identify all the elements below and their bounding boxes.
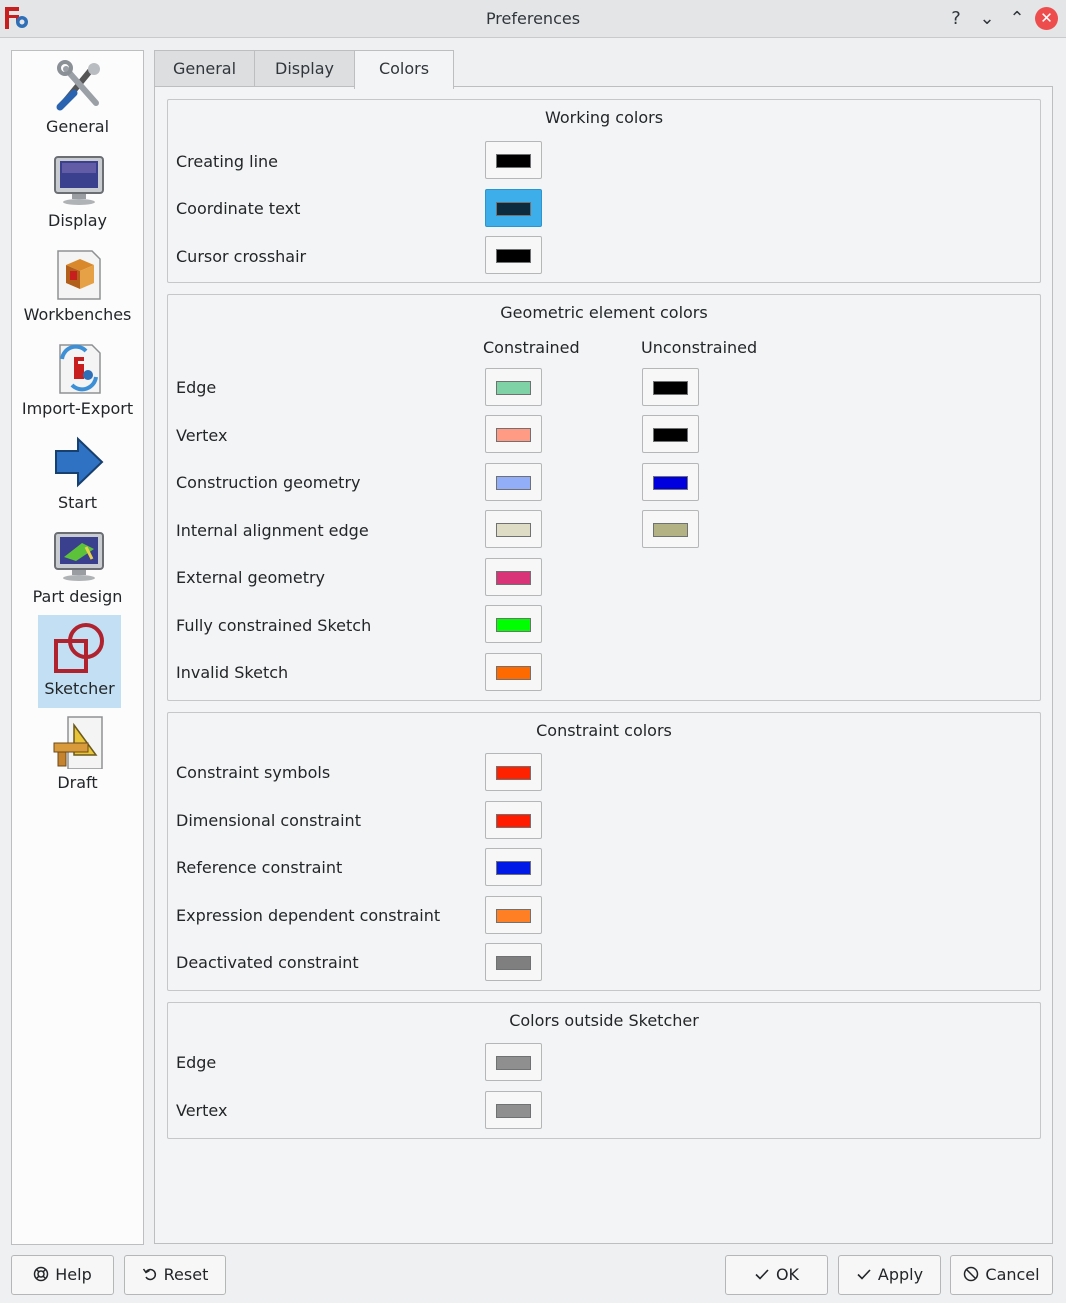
unconstrained-column-header: Unconstrained [641,338,758,357]
sidebar-item-start[interactable] [12,429,143,521]
coordinate-text-color-button[interactable] [485,189,542,227]
sidebar-item-label: Import-Export [21,399,134,418]
outside-vertex-color-button[interactable] [485,1091,542,1129]
outside-vertex-label: Vertex [176,1101,228,1120]
ok-button-label: OK [775,1265,800,1284]
outside-edge-label: Edge [176,1053,217,1072]
color-swatch [496,1056,531,1070]
edge-label: Edge [176,378,217,397]
color-swatch [653,476,688,490]
ok-button[interactable] [725,1255,828,1295]
sidebar-item-sketcher[interactable] [38,615,121,708]
construction-geometry-label: Construction geometry [176,473,361,492]
display-monitor-icon [52,153,106,207]
tab-display[interactable]: Display [254,50,355,88]
dimensional-constraint-color-button[interactable] [485,801,542,839]
internal-alignment-edge-constrained-color-button[interactable] [485,510,542,548]
sidebar-item-label: Start [57,493,98,512]
sidebar-item-display[interactable] [12,147,143,239]
sidebar-item-label: Sketcher [44,679,115,698]
reset-button-label: Reset [163,1265,209,1284]
group-title: Geometric element colors [500,303,708,322]
sidebar-item-label: Part design [32,587,123,606]
construction-geometry-constrained-color-button[interactable] [485,463,542,501]
check-icon [856,1256,872,1294]
color-swatch [496,154,531,168]
maximize-icon[interactable]: ⌃ [1009,8,1025,29]
close-icon[interactable]: ✕ [1035,7,1058,30]
group-title: Working colors [544,108,664,127]
color-swatch [496,861,531,875]
colors-panel [154,86,1053,1244]
dimensional-constraint-label: Dimensional constraint [176,811,361,830]
color-swatch [496,766,531,780]
color-swatch [496,1104,531,1118]
workbenches-box-icon [52,247,106,301]
sidebar-item-label: Draft [57,773,98,792]
color-swatch [496,381,531,395]
color-swatch [496,666,531,680]
general-tools-icon [52,59,106,113]
internal-alignment-edge-label: Internal alignment edge [176,521,369,540]
sidebar-item-label: Display [48,211,107,230]
vertex-constrained-color-button[interactable] [485,415,542,453]
sidebar-item-label: Workbenches [23,305,132,324]
color-swatch [496,428,531,442]
external-geometry-label: External geometry [176,568,326,587]
invalid-sketch-label: Invalid Sketch [176,663,289,682]
fully-constrained-sketch-color-button[interactable] [485,605,542,643]
help-button-label: Help [55,1265,92,1284]
sidebar-item-draft[interactable] [12,709,143,801]
apply-button-label: Apply [877,1265,924,1284]
help-icon[interactable]: ? [951,8,961,29]
sidebar-item-workbenches[interactable] [12,241,143,333]
window-title: Preferences [485,9,581,28]
reset-button[interactable] [124,1255,226,1295]
undo-icon [142,1256,158,1294]
color-swatch [496,249,531,263]
constrained-column-header: Constrained [483,338,580,357]
invalid-sketch-color-button[interactable] [485,653,542,691]
tab-colors[interactable]: Colors [354,50,454,89]
constraint-colors-group [167,712,1041,991]
color-swatch [496,523,531,537]
reference-constraint-color-button[interactable] [485,848,542,886]
color-swatch [496,909,531,923]
deactivated-constraint-color-button[interactable] [485,943,542,981]
edge-constrained-color-button[interactable] [485,368,542,406]
deactivated-constraint-label: Deactivated constraint [176,953,359,972]
expression-dependent-constraint-label: Expression dependent constraint [176,906,441,925]
start-arrow-icon [52,435,106,489]
creating-line-label: Creating line [176,152,279,171]
cursor-crosshair-color-button[interactable] [485,236,542,274]
edge-unconstrained-color-button[interactable] [642,368,699,406]
group-title: Constraint colors [536,721,672,740]
cancel-button[interactable] [950,1255,1053,1295]
expression-dependent-constraint-color-button[interactable] [485,896,542,934]
cancel-button-label: Cancel [985,1265,1040,1284]
title-bar [0,0,1066,38]
sidebar-item-general[interactable] [12,53,143,145]
preference-page-list[interactable] [11,50,144,1245]
tab-general[interactable]: General [154,50,255,88]
color-swatch [496,571,531,585]
draft-icon [52,715,106,769]
color-swatch [496,956,531,970]
sidebar-item-part-design[interactable] [12,523,143,615]
color-swatch [653,428,688,442]
check-icon [754,1256,770,1294]
color-swatch [496,202,531,216]
vertex-label: Vertex [176,426,228,445]
creating-line-color-button[interactable] [485,141,542,179]
external-geometry-color-button[interactable] [485,558,542,596]
cursor-crosshair-label: Cursor crosshair [176,247,307,266]
sidebar-item-import-export[interactable] [12,335,143,427]
color-swatch [496,814,531,828]
construction-geometry-unconstrained-color-button[interactable] [642,463,699,501]
sidebar-item-label: General [45,117,110,136]
cancel-circle-icon [963,1256,979,1294]
colors-outside-sketcher-group [167,1002,1041,1139]
color-swatch [496,476,531,490]
constraint-symbols-label: Constraint symbols [176,763,331,782]
color-swatch [653,523,688,537]
import-export-icon [52,341,106,395]
working-colors-group [167,99,1041,283]
color-swatch [496,618,531,632]
outside-edge-color-button[interactable] [485,1043,542,1081]
fully-constrained-sketch-label: Fully constrained Sketch [176,616,372,635]
sketcher-icon [52,621,106,675]
apply-button[interactable] [838,1255,941,1295]
group-title: Colors outside Sketcher [509,1011,699,1030]
help-button[interactable] [11,1255,114,1295]
internal-alignment-edge-unconstrained-color-button[interactable] [642,510,699,548]
minimize-icon[interactable]: ⌄ [979,8,995,29]
vertex-unconstrained-color-button[interactable] [642,415,699,453]
color-swatch [653,381,688,395]
lifebuoy-icon [33,1256,49,1294]
reference-constraint-label: Reference constraint [176,858,343,877]
part-design-icon [52,529,106,583]
geometric-element-colors-group [167,294,1041,701]
coordinate-text-label: Coordinate text [176,199,301,218]
constraint-symbols-color-button[interactable] [485,753,542,791]
